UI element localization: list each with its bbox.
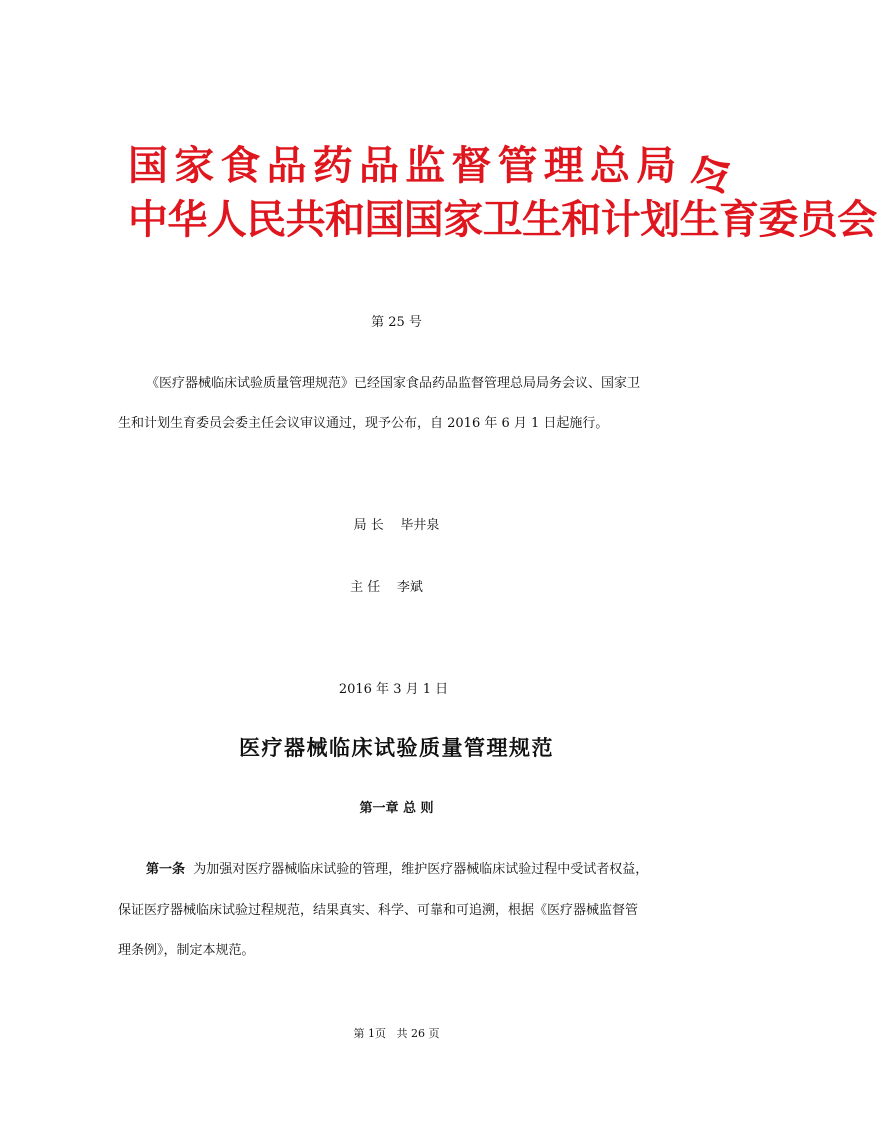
document-number: 第 25 号 — [371, 315, 422, 330]
signature-name: 毕井泉 — [400, 518, 440, 533]
order-mark: 令 — [682, 146, 742, 210]
article-1-line-1 — [146, 863, 714, 876]
page-number: 第 1页 — [353, 1027, 386, 1040]
signature-title: 局 长 — [353, 518, 384, 533]
signature-director — [0, 519, 793, 532]
signature-chairman — [0, 581, 783, 594]
signature-title: 主 任 — [350, 580, 381, 595]
page-footer — [0, 1028, 793, 1039]
document-title: 医疗器械临床试验质量管理规范 — [239, 735, 554, 760]
article-1-line-2: 保证医疗器械临床试验过程规范，结果真实、科学、可靠和可追溯，根据《医疗器械监督管 — [118, 903, 639, 918]
article-text: 为加强对医疗器械临床试验的管理，维护医疗器械临床试验过程中受试者权益， — [193, 862, 649, 877]
chapter-title: 第一章 总 则 — [359, 801, 434, 816]
signature-name: 李斌 — [396, 580, 423, 595]
issue-date: 2016 年 3 月 1 日 — [338, 682, 449, 697]
page-total: 共 26 页 — [396, 1027, 440, 1040]
issuer-name-1: 国家食品药品监督管理总局 — [128, 142, 683, 189]
article-1-line-3: 理条例》，制定本规范。 — [118, 943, 255, 958]
announcement-line-2: 生和计划生育委员会委主任会议审议通过，现予公布，自 2016 年 6 月 1 日起施行。 — [118, 416, 609, 431]
issuer-name-2: 中华人民共和国国家卫生和计划生育委员会 — [128, 196, 877, 243]
article-label: 第一条 — [146, 862, 186, 877]
announcement-line-1: 《医疗器械临床试验质量管理规范》已经国家食品药品监督管理总局局务会议、国家卫 — [146, 376, 641, 391]
